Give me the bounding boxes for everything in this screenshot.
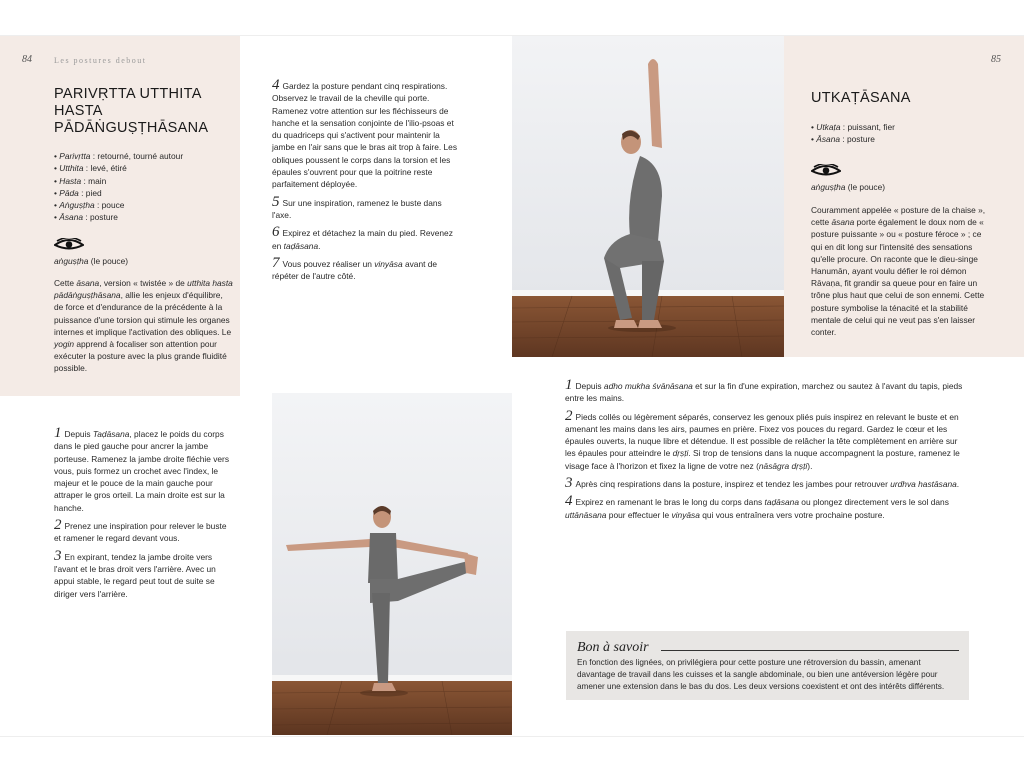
photo-parivrtta-hasta-padangusthasana xyxy=(272,393,512,735)
eye-icon xyxy=(811,164,841,178)
tip-box xyxy=(566,631,969,700)
steps-middle-column xyxy=(272,77,460,288)
step-item: 3 En expirant, tendez la jambe droite vers l'avant et le bras droit vers l'arrière. Avec un appui stable, le regard peut tout de suite se diriger vers l'arrière. xyxy=(54,547,216,599)
pose-title-left: PARIVṚTTA UTTHITA HASTA PĀDĀṄGUṢṬHĀSANA xyxy=(54,86,209,136)
tip-rule xyxy=(661,650,959,651)
steps-right-column xyxy=(565,377,965,527)
glossary-item: • Āsana : posture xyxy=(54,211,234,223)
step-item: 6 Expirez et détachez la main du pied. Revenez en taḍāsana. xyxy=(272,224,453,251)
tip-text: En fonction des lignées, on privilégiera pour cette posture une rétroversion du bassin, amenant davantage de travail dans les cuisses et la sangle abdominale, ou bien une antéversion légère pour amener une extension dans le bas du dos. Les deux versions coexistent et ont des intérêts différents. xyxy=(577,658,945,691)
step-item: 4 Expirez en ramenant le bras le long du corps dans taḍāsana ou plongez directement vers le sol dans uttānāsana pour effectuer le vinyāsa qui vous entraînera vers votre prochaine posture. xyxy=(565,493,949,520)
running-head: Les postures debout xyxy=(54,56,147,65)
step-item: 4 Gardez la posture pendant cinq respirations. Observez le travail de la cheville qui porte. Ramenez votre attention sur les fléchisseurs de hanche et la sensation conjointe de l'ilio-psoas et du quadriceps qui s'activent pour maintenir la jambe en l'air sans que le bras ait trop à faire. Les obliques poussent le corps dans la torsion et les épaules s'ouvrent pour que la poitrine reste parfaitement déployée. xyxy=(272,77,458,190)
glossary-item: • Āsana : posture xyxy=(811,133,1011,145)
glossary-item: • Hasta : main xyxy=(54,175,234,187)
glossary-left xyxy=(54,150,234,224)
glossary-right xyxy=(811,121,1011,146)
eye-icon xyxy=(54,238,84,252)
gaze-point-left: aṅguṣṭha (le pouce) xyxy=(54,256,129,266)
step-item: 2 Prenez une inspiration pour relever le buste et ramener le regard devant vous. xyxy=(54,517,227,544)
steps-left-column xyxy=(54,425,232,606)
glossary-item: • Utthita : levé, étiré xyxy=(54,162,234,174)
glossary-item: • Parivṛtta : retourné, tourné autour xyxy=(54,150,234,162)
glossary-item: • Pāda : pied xyxy=(54,187,234,199)
page-number-left: 84 xyxy=(22,54,32,65)
glossary-item: • Utkaṭa : puissant, fier xyxy=(811,121,1011,133)
intro-text-left: Cette āsana, version « twistée » de utthita hasta pādāṅguṣṭhāsana, allie les enjeux d'équilibre, de force et d'endurance de la précédente à la puissance d'une torsion qui stimule les organes internes et implique l'activation des obliques. Le yogin apprend à focaliser son attention pour exécuter la posture avec la plus grande fluidité possible. xyxy=(54,278,233,374)
tip-title: Bon à savoir xyxy=(577,640,649,655)
page-number-right: 85 xyxy=(991,54,1001,65)
bottom-divider xyxy=(0,736,1024,737)
gaze-point-right: aṅguṣṭha (le pouce) xyxy=(811,182,886,192)
step-item: 7 Vous pouvez réaliser un vinyāsa avant de répéter de l'autre côté. xyxy=(272,254,438,282)
photo-utkatasana xyxy=(512,36,784,357)
step-item: 1 Depuis Taḍāsana, placez le poids du corps dans le pied gauche pour ancrer la jambe porteuse. Ramenez la jambe droite fléchie vers vous, puis formez un crochet avec l'index, le majeur et le pouce de la main gauche pour attraper le gros orteil. La main droite est sur la hanche. xyxy=(54,425,230,513)
step-item: 5 Sur une inspiration, ramenez le buste dans l'axe. xyxy=(272,193,442,220)
intro-text-right: Couramment appelée « posture de la chaise », cette āsana porte également le doux nom de « posture puissante » ou « posture féroce » ; ce qui en dit long sur l'intensité des sensations qu'elle procure. On raconte que le dieu-singe Hanumān, ayant voulu défier le roi démon Rāvaṇa, fit grandir sa queue pour en faire un trône plus haut que celui de son ennemi. Cette posture symbolise la ténacité et la stabilité mentale de celui qui ne veut pas s'en laisser conter. xyxy=(811,205,986,338)
glossary-item: • Aṅguṣṭha : pouce xyxy=(54,199,234,211)
step-item: 1 Depuis adho mukha śvānāsana et sur la fin d'une expiration, marchez ou sautez à l'avant du tapis, pieds entre les mains. xyxy=(565,377,963,404)
step-item: 3 Après cinq respirations dans la posture, inspirez et tendez les jambes pour retrouver urdhva hastāsana. xyxy=(565,475,960,492)
pose-title-right: UTKAṬĀSANA xyxy=(811,90,911,106)
step-item: 2 Pieds collés ou légèrement séparés, conservez les genoux pliés puis inspirez en relevant le buste et en amenant les mains dans les airs, paumes en prière. Fixez vos pouces du regard. Gardez le cœur et les épaules ouverts, la nuque libre et détendue. Il est possible de relâcher la tête complètement en arrière sur les épaules pour atteindre le dṛṣṭi. Si trop de tensions dans la nuque accompagnent la posture, ramenez le visage face à l'horizon et fixez la ligne de votre nez (nāsāgra dṛṣṭi). xyxy=(565,407,960,471)
